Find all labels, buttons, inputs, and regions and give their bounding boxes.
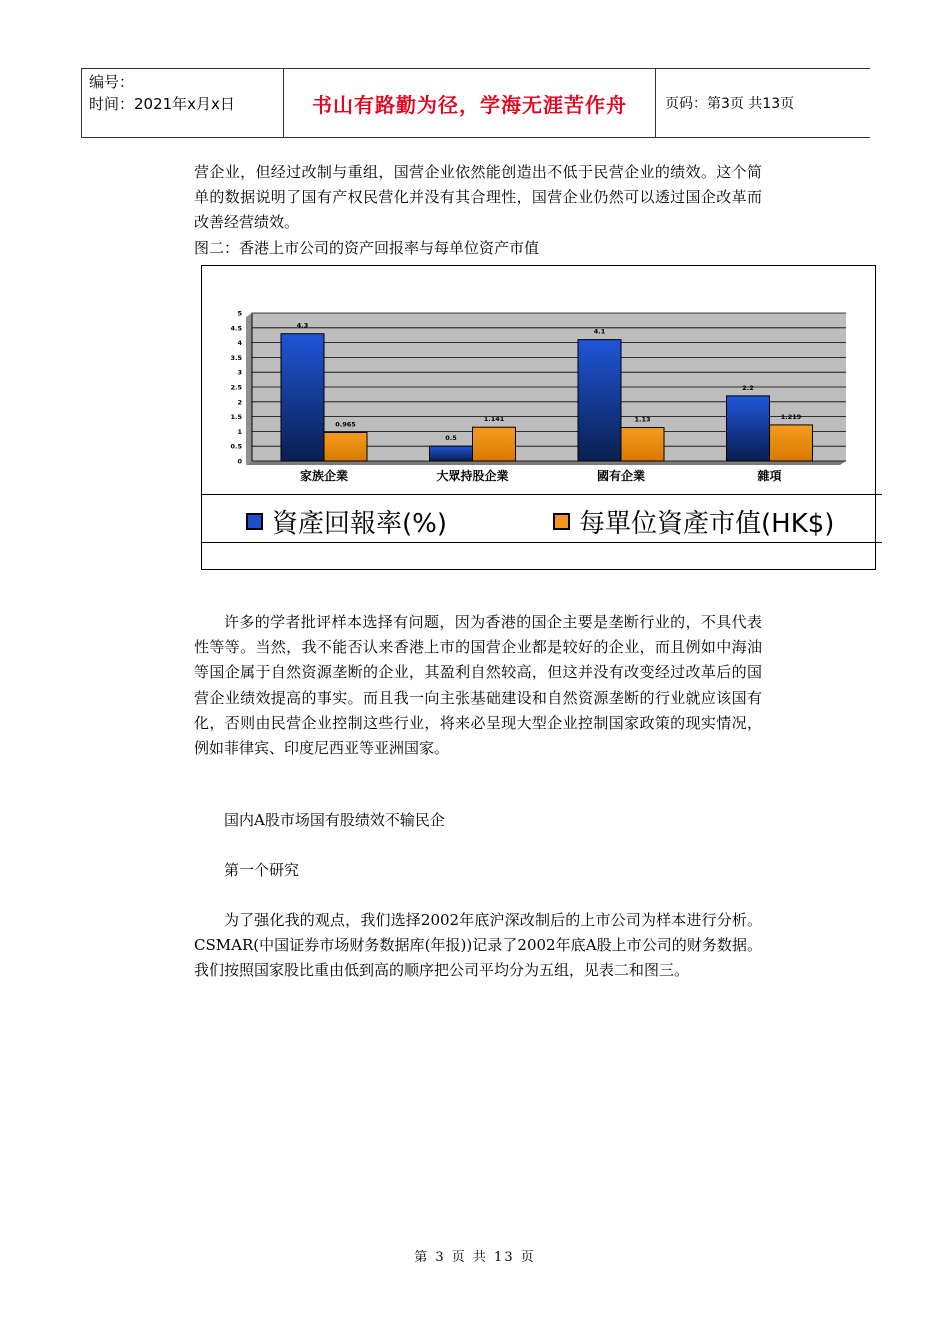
legend-top-rule (201, 494, 882, 495)
x-category-label: 國有企業 (596, 469, 646, 483)
bar-market-value-per-asset (324, 432, 367, 461)
subsection-heading: 第一个研究 (224, 861, 300, 879)
header-meta (89, 71, 235, 115)
header-page-info: 页码：第3页 共13页 (665, 96, 795, 112)
data-label: 1.141 (483, 415, 505, 424)
y-tick-label: 5 (237, 309, 242, 318)
bar-market-value-per-asset (770, 425, 813, 461)
data-label: 0.5 (445, 434, 457, 443)
plot-floor (246, 461, 846, 465)
y-tick-label: 4 (237, 339, 242, 348)
x-category-label: 大眾持股企業 (436, 469, 509, 483)
header-motto: 书山有路勤为径，学海无涯苦作舟 (312, 92, 627, 117)
x-category-label: 家族企業 (299, 469, 349, 483)
legend-label: 資產回報率(%) (272, 509, 447, 539)
y-tick-label: 2.5 (230, 383, 242, 392)
bar-return-on-assets (281, 334, 324, 461)
document-date: 时间：2021年x月x日 (89, 95, 235, 113)
data-label: 4.1 (593, 327, 606, 336)
data-label: 4.3 (296, 321, 309, 330)
plot-side-wall (246, 313, 252, 465)
paragraph-2: 许多的学者批评样本选择有问题，因为香港的国企主要是垄断行业的，不具代表性等等。当然，我不能否认来香港上市的国营企业都是较好的企业，而且例如中海油等国企属于自然资源垄断的企业，其盈利自然较高，但这并没有改变经过改革后的国营企业绩效提高的事实。而且我一向主张基础建设和自然资源垄断的行业就应该国有化，否则由民营企业控制这些行业，将来必呈现大型企业控制国家政策的现实情况，例如菲律宾、印度尼西亚等亚洲国家。 (194, 613, 762, 758)
bar-return-on-assets (430, 446, 473, 461)
y-tick-label: 2 (237, 398, 242, 407)
bar-return-on-assets (727, 396, 770, 461)
legend-item-series-2 (553, 503, 834, 540)
legend-item-series-1 (246, 503, 447, 540)
page-header (81, 68, 870, 138)
y-tick-label: 0.5 (230, 442, 242, 451)
paragraph-1: 营企业，但经过改制与重组，国营企业依然能创造出不低于民营企业的绩效。这个简单的数据说明了国有产权民营化并没有其合理性，国营企业仍然可以透过国企改革而改善经营绩效。 (194, 163, 762, 232)
x-category-label: 雜項 (757, 469, 782, 483)
figure-caption: 图二：香港上市公司的资产回报率与每单位资产市值 (194, 239, 540, 257)
paragraph-3: 为了强化我的观点，我们选择2002年底沪深改制后的上市公司为样本进行分析。CSMAR(中国证券市场财务数据库(年报))记录了2002年底A股上市公司的财务数据。我们按照国家股比重由低到高的顺序把公司平均分为五组，见表二和图三。 (194, 911, 762, 980)
bar-market-value-per-asset (473, 427, 516, 461)
y-tick-label: 1 (237, 427, 242, 436)
data-label: 1.13 (634, 415, 651, 424)
bar-chart (202, 266, 875, 496)
data-label: 1.219 (780, 412, 802, 421)
page-footer: 第 3 页 共 13 页 (414, 1250, 536, 1265)
data-label: 2.2 (742, 383, 754, 392)
bar-return-on-assets (578, 340, 621, 461)
y-tick-label: 4.5 (230, 324, 242, 333)
legend-swatch-orange (553, 513, 570, 530)
bar-market-value-per-asset (621, 428, 664, 461)
data-label: 0.965 (335, 420, 356, 429)
document-number-label: 编号： (89, 73, 135, 91)
legend-swatch-blue (246, 513, 263, 530)
y-tick-label: 0 (237, 457, 242, 466)
section-heading: 国内A股市场国有股绩效不输民企 (224, 811, 445, 829)
header-divider (81, 69, 82, 137)
y-tick-label: 1.5 (230, 413, 242, 422)
legend-label: 每單位資產市值(HK$) (579, 509, 835, 539)
y-tick-label: 3 (237, 368, 242, 377)
header-divider (655, 69, 656, 137)
y-tick-label: 3.5 (230, 353, 242, 362)
chart-legend (201, 497, 876, 543)
